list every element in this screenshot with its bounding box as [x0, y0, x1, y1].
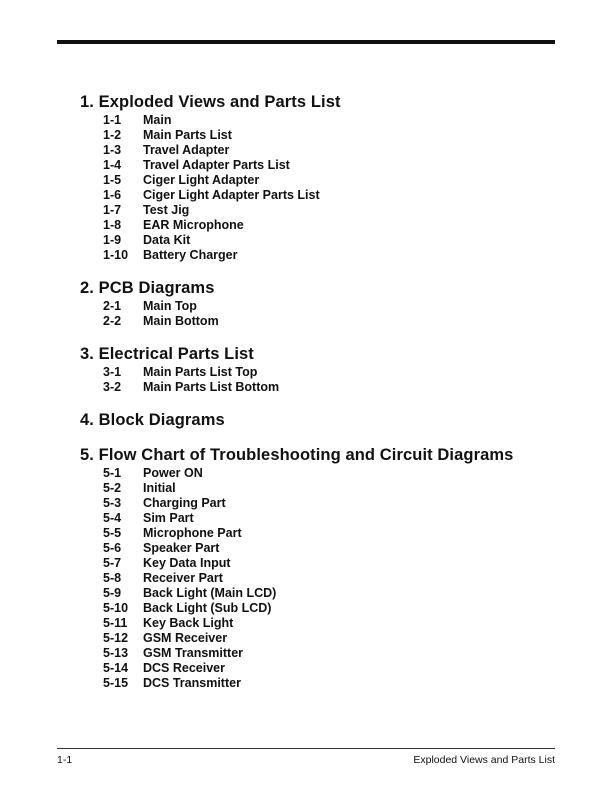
footer-chapter-title: Exploded Views and Parts List — [413, 754, 555, 766]
toc-item-label: Battery Charger — [143, 248, 238, 262]
toc-item-label: Main Parts List — [143, 128, 232, 142]
toc-item — [80, 616, 560, 631]
toc-section — [80, 344, 560, 395]
section-title: 5. Flow Chart of Troubleshooting and Circuit Diagrams — [80, 446, 514, 464]
toc-item-label: Travel Adapter Parts List — [143, 158, 290, 172]
toc-item-number: 5-9 — [103, 586, 122, 600]
toc-item — [80, 556, 560, 571]
toc-item-label: Initial — [143, 481, 176, 495]
toc-item-number: 2-1 — [103, 299, 122, 313]
header-rule — [57, 40, 555, 44]
toc-section — [80, 410, 560, 430]
toc-item-number: 1-1 — [103, 113, 122, 127]
toc-item-number: 5-11 — [103, 616, 128, 630]
toc-item-label: Charging Part — [143, 496, 226, 510]
toc-item-label: Test Jig — [143, 203, 190, 217]
toc-item-label: DCS Receiver — [143, 661, 225, 675]
page-number: 1-1 — [57, 754, 73, 766]
toc-item-number: 5-4 — [103, 511, 122, 525]
toc-item-label: Sim Part — [143, 511, 194, 525]
toc-item — [80, 299, 560, 314]
toc-item-number: 5-5 — [103, 526, 122, 540]
toc-item-number: 5-13 — [103, 646, 129, 660]
toc-item — [80, 314, 560, 329]
toc-item — [80, 380, 560, 395]
toc-item-number: 5-1 — [103, 466, 122, 480]
toc-item-label: Data Kit — [143, 233, 191, 247]
toc-item-label: Key Data Input — [143, 556, 231, 570]
toc-item — [80, 188, 560, 203]
toc-item-number: 1-10 — [103, 248, 129, 262]
toc-item — [80, 511, 560, 526]
toc-item — [80, 676, 560, 691]
toc-item — [80, 481, 560, 496]
toc-item — [80, 203, 560, 218]
toc-item-label: DCS Transmitter — [143, 676, 241, 690]
toc-item-number: 1-9 — [103, 233, 122, 247]
toc-item — [80, 646, 560, 661]
toc-item-number: 5-8 — [103, 571, 122, 585]
toc-item-label: Ciger Light Adapter Parts List — [143, 188, 320, 202]
toc-section — [80, 92, 560, 263]
toc-item-number: 5-6 — [103, 541, 122, 555]
toc-item — [80, 248, 560, 263]
toc-item — [80, 496, 560, 511]
toc-item-label: Travel Adapter — [143, 143, 230, 157]
toc-item-number: 5-10 — [103, 601, 129, 615]
toc-section — [80, 278, 560, 329]
toc-item — [80, 601, 560, 616]
toc-item-label: Speaker Part — [143, 541, 220, 555]
toc-item-number: 1-6 — [103, 188, 122, 202]
toc-item-number: 3-1 — [103, 365, 122, 379]
toc-item-label: Power ON — [143, 466, 203, 480]
toc-item-number: 1-4 — [103, 158, 122, 172]
toc-item-label: Main — [143, 113, 172, 127]
toc-item-label: Key Back Light — [143, 616, 234, 630]
toc-item — [80, 661, 560, 676]
toc-item-label: Microphone Part — [143, 526, 242, 540]
toc-item — [80, 173, 560, 188]
toc-item-number: 2-2 — [103, 314, 122, 328]
toc-item — [80, 365, 560, 380]
toc-item-number: 5-14 — [103, 661, 129, 675]
toc-item-number: 1-5 — [103, 173, 122, 187]
toc-item-number: 5-2 — [103, 481, 122, 495]
toc-section — [80, 445, 560, 691]
toc-item-number: 5-3 — [103, 496, 122, 510]
toc-item — [80, 158, 560, 173]
table-of-contents — [80, 92, 560, 706]
toc-item — [80, 218, 560, 233]
toc-item-number: 1-3 — [103, 143, 122, 157]
toc-item-label: GSM Receiver — [143, 631, 228, 645]
toc-item-label: Back Light (Sub LCD) — [143, 601, 272, 615]
section-title: 2. PCB Diagrams — [80, 279, 215, 297]
toc-item — [80, 571, 560, 586]
section-title: 3. Electrical Parts List — [80, 345, 254, 363]
toc-item-label: Main Parts List Bottom — [143, 380, 280, 394]
toc-item — [80, 233, 560, 248]
toc-item-number: 5-12 — [103, 631, 129, 645]
footer-rule — [57, 748, 555, 749]
toc-item-number: 5-7 — [103, 556, 122, 570]
toc-item — [80, 631, 560, 646]
toc-item-number: 1-8 — [103, 218, 122, 232]
toc-item-number: 1-2 — [103, 128, 122, 142]
toc-item — [80, 466, 560, 481]
toc-item — [80, 143, 560, 158]
toc-item-label: GSM Transmitter — [143, 646, 244, 660]
toc-item-label: Receiver Part — [143, 571, 223, 585]
section-title: 1. Exploded Views and Parts List — [80, 93, 341, 111]
toc-item — [80, 526, 560, 541]
toc-item-label: EAR Microphone — [143, 218, 244, 232]
toc-item-label: Ciger Light Adapter — [143, 173, 260, 187]
toc-item-number: 1-7 — [103, 203, 122, 217]
toc-item — [80, 128, 560, 143]
toc-item-label: Main Bottom — [143, 314, 219, 328]
toc-item-number: 5-15 — [103, 676, 129, 690]
toc-item-label: Back Light (Main LCD) — [143, 586, 277, 600]
toc-item-number: 3-2 — [103, 380, 122, 394]
toc-item — [80, 541, 560, 556]
toc-item — [80, 113, 560, 128]
toc-item-label: Main Top — [143, 299, 197, 313]
section-title: 4. Block Diagrams — [80, 411, 225, 429]
toc-item — [80, 586, 560, 601]
toc-item-label: Main Parts List Top — [143, 365, 258, 379]
